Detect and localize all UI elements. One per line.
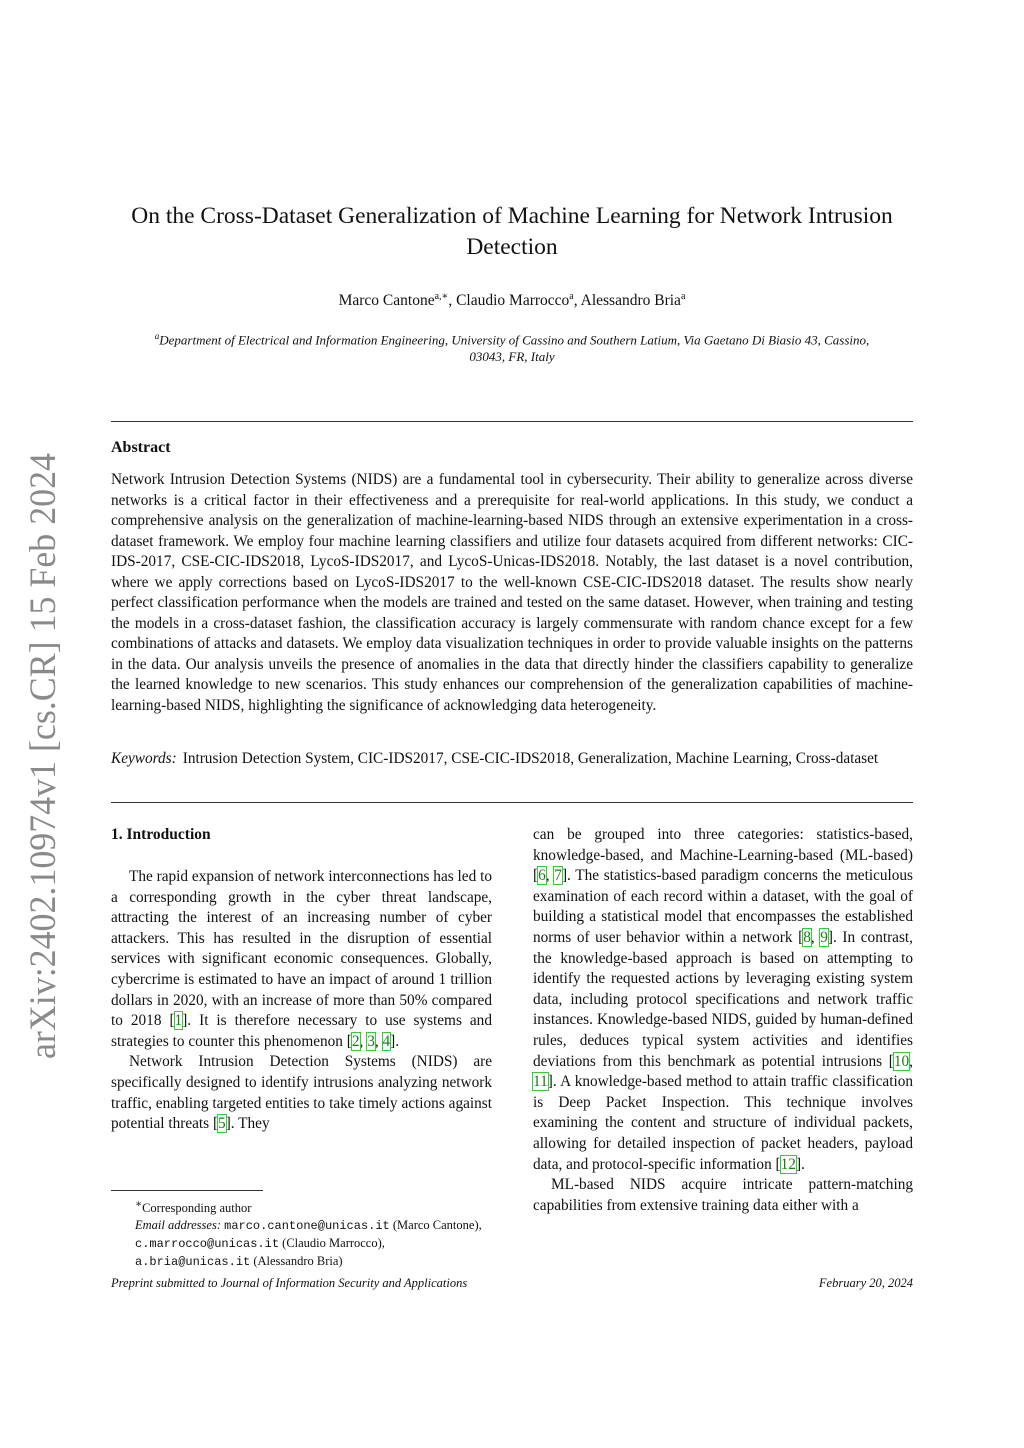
author-name: Claudio Marrocco — [456, 292, 570, 310]
author-list: Marco Cantone$^{a,∗}$, Claudio Marrocco$^a$, Alessandro Bria$^a$ — [338, 291, 686, 310]
author-affil-mark: a — [569, 291, 574, 302]
affiliation — [150, 328, 874, 365]
affiliation-mark: a — [154, 331, 160, 341]
arxiv-stamp — [22, 434, 66, 1061]
paragraph: ML-based NIDS acquire intricate pattern-matching capabilities from extensive training data either with a — [533, 1176, 913, 1214]
author-name: Alessandro Bria — [580, 292, 681, 310]
citation-link[interactable]: 3 — [367, 1032, 375, 1050]
footnote-rule — [111, 1190, 263, 1191]
citation-link[interactable]: 7 — [554, 867, 562, 885]
citation-link[interactable]: 12 — [780, 1155, 796, 1173]
citation-link[interactable]: 5 — [218, 1115, 226, 1133]
email-link[interactable]: marco.cantone@unicas.it — [224, 1219, 390, 1234]
section-heading: 1. Introduction — [111, 826, 211, 843]
citation-link[interactable]: 2 — [351, 1032, 360, 1050]
paragraph: can be grouped into three categories: statistics-based, knowledge-based, and Machine-Learning-based (ML-based) [6, 7]. The statistics-based paradigm concerns the meticulous examination of each record within a dataset, with the goal of building a statistical model that encompasses the established norms of user behavior within a network [8, 9]. In contrast, the knowledge-based approach is based on attempting to identify the requested actions by leveraging existing system data, including protocol specifications and network traffic instances. Knowledge-based NIDS, guided by human-defined rules, deduces typical system activities and identifies deviations from this benchmark as potential intrusions [10, 11]. A knowledge-based method to attain traffic classification is Deep Packet Inspection. This technique involves examining the content and structure of individual packets, allowing for detailed inspection of packet headers, payload data, and protocol-specific information [12]. — [533, 826, 914, 1173]
author-affil-mark: a — [680, 291, 686, 302]
arxiv-stamp-text: arXiv:2402.10974v1 [cs.CR] 15 Feb 2024 — [23, 434, 64, 1059]
abstract-top-rule — [111, 421, 913, 422]
footer-date: February 20, 2024 — [818, 1276, 913, 1290]
email-link[interactable]: c.marrocco@unicas.it — [135, 1237, 280, 1252]
keywords — [111, 749, 913, 770]
paper-title: On the Cross-Dataset Generalization of Machine Learning for Network Intrusion Detection — [131, 203, 893, 260]
affiliation-text: Department of Electrical and Information Engineering, University of Cassino and Southern Latium, Via Gaetano Di Biasio 43, Cassino, 03043, FR, Italy — [159, 332, 870, 365]
keywords-text: Intrusion Detection System, CIC-IDS2017, CSE-CIC-IDS2018, Generalization, Machine Learning, Cross-dataset — [182, 750, 879, 767]
email-link[interactable]: a.bria@unicas.it — [135, 1255, 251, 1270]
citation-link[interactable]: 4 — [382, 1032, 391, 1050]
citation-link[interactable]: 1 — [174, 1012, 183, 1030]
citation-link[interactable]: 8 — [803, 928, 811, 946]
citation-link[interactable]: 10 — [893, 1052, 910, 1070]
citation-link[interactable]: 9 — [820, 928, 828, 946]
right-column — [533, 825, 913, 1216]
author-affil-mark: a,∗ — [434, 291, 449, 302]
abstract-heading: Abstract — [111, 439, 171, 456]
left-column — [111, 867, 492, 1135]
keywords-label: Keywords: — [111, 750, 177, 767]
paragraph: The rapid expansion of network interconnections has led to a corresponding growth in the cyber threat landscape, attracting the interest of an increasing number of cyber attackers. This has resulted in the disruption of essential services with significant economic consequences. Globally, cybercrime is estimated to have an impact of around 1 trillion dollars in 2020, with an increase of more than 50% compared to 2018 [1]. It is therefore necessary to use systems and strategies to counter this phenomenon [2, 3, 4]. — [111, 868, 492, 1050]
citation-link[interactable]: 11 — [533, 1073, 548, 1091]
abstract-bottom-rule — [111, 802, 913, 803]
paragraph: Network Intrusion Detection Systems (NIDS) are specifically designed to identify intrusions analyzing network traffic, enabling targeted entities to take timely actions against potential threats [5]. They — [111, 1053, 492, 1133]
footer-journal: Preprint submitted to Journal of Information Security and Applications — [111, 1276, 468, 1290]
corresponding-note: ∗Corresponding author — [135, 1199, 252, 1216]
abstract-body: Network Intrusion Detection Systems (NIDS) are a fundamental tool in cybersecurity. Their ability to generalize across diverse networks is a critical factor in their effectiveness and a prerequisite for real-world applications. In this study, we conduct a comprehensive analysis on the generalization of machine-learning-based NIDS through an extensive experimentation in a cross-dataset framework. We employ four machine learning classifiers and utilize four datasets acquired from different networks: CIC-IDS-2017, CSE-CIC-IDS2018, LycoS-IDS2017, and LycoS-Unicas-IDS2018. Notably, the last dataset is a novel contribution, where we apply corrections based on LycoS-IDS2017 to the well-known CSE-CIC-IDS2018 dataset. The results show nearly perfect classification performance when the models are trained and tested on the same dataset. However, when training and testing the models in a cross-dataset fashion, the classification accuracy is largely commensurate with random chance except for a few combinations of attacks and datasets. We employ data visualization techniques in order to provide valuable insights on the patterns in the data. Our analysis unveils the presence of anomalies in the data that directly hinder the classifiers capability to generalize the learned knowledge to new scenarios. This study enhances our comprehension of the generalization capabilities of machine-learning-based NIDS, highlighting the significance of acknowledging data heterogeneity. — [111, 471, 913, 714]
email-note: Email addresses: marco.cantone@unicas.it (Marco Cantone), c.marrocco@unicas.it (Claudio Marrocco), a.bria@unicas.it (Alessandro Bria) — [135, 1218, 482, 1270]
footnote — [111, 1196, 491, 1271]
citation-link[interactable]: 6 — [538, 867, 546, 885]
author-name: Marco Cantone — [338, 292, 435, 310]
